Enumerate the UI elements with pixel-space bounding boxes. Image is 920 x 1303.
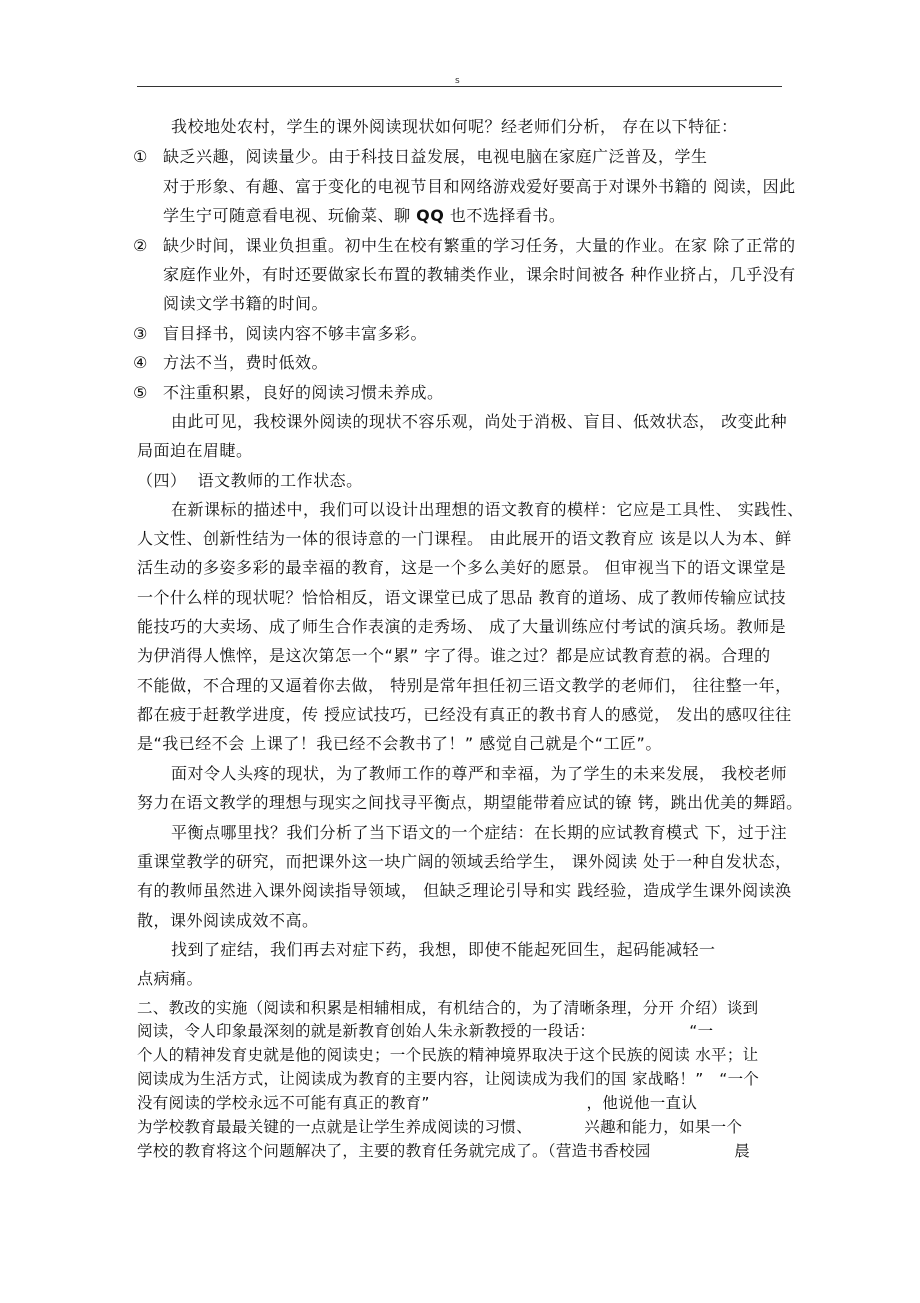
list-marker-2: ② (133, 236, 148, 255)
paragraph-line: 学校的教育将这个问题解决了，主要的教育任务就完成了。（营造书香校园 晨 (137, 1142, 751, 1160)
list-item-1-line: 学生宁可随意看电视、玩偷菜、聊 QQ 也不选择看书。 (163, 206, 566, 225)
list-item-3-line: 盲目择书，阅读内容不够丰富多彩。 (163, 324, 428, 343)
list-item-2-line: 缺少时间，课业负担重。初中生在校有繁重的学习任务，大量的作业。在家 除了正常的 (163, 236, 796, 255)
qq-text: QQ (416, 206, 445, 225)
section-heading: （四） 语文教师的工作状态。 (137, 471, 363, 490)
paragraph-line: 局面迫在眉睫。 (137, 441, 253, 460)
list-marker-4: ④ (133, 353, 148, 372)
paragraph-line: 面对令人头疼的现状，为了教师工作的尊严和幸福，为了学生的未来发展， 我校老师 (171, 764, 788, 783)
paragraph-line: 都在疲于赶教学进度，传 授应试技巧，已经没有真正的教书育人的感觉， 发出的感叹往往 (137, 705, 792, 724)
paragraph-line: 点病痛。 (137, 969, 204, 988)
paragraph-line: 重课堂教学的研究，而把课外这一块广阔的领域丢给学生， 课外阅读 处于一种自发状态， (137, 852, 792, 871)
paragraph-line: 阅读，令人印象最深刻的就是新教育创始人朱永新教授的一段话： “一 (137, 1022, 714, 1040)
paragraph-line: 我校地处农村，学生的课外阅读现状如何呢？经老师们分析， 存在以下特征： (171, 117, 738, 136)
list-marker-5: ⑤ (133, 383, 148, 402)
paragraph-line: 人文性、创新性结为一体的很诗意的一门课程。 由此展开的语文教育应 该是以人为本、鲜 (137, 529, 792, 548)
paragraph-line: 找到了症结，我们再去对症下药，我想，即使不能起死回生，起码能减轻一 (171, 940, 716, 959)
list-item-5-line: 不注重积累，良好的阅读习惯未养成。 (163, 383, 444, 402)
paragraph-line: 有的教师虽然进入课外阅读指导领域， 但缺乏理论引导和实 践经验，造成学生课外阅读涣 (137, 881, 792, 900)
paragraph-line: 阅读成为生活方式，让阅读成为教育的主要内容，让阅读成为我们的国 家战略！” “一个 (137, 1070, 760, 1088)
list-item-1-line: 对于形象、有趣、富于变化的电视节目和网络游戏爱好要高于对课外书籍的 阅读，因此 (163, 177, 796, 196)
paragraph-line: 努力在语文教学的理想与现实之间找寻平衡点，期望能带着应试的镣 铐，跳出优美的舞蹈。 (137, 793, 803, 812)
paragraph-line: 为伊消得人憔悴，是这次第怎一个“累” 字了得。谁之过？都是应试教育惹的祸。合理的 (137, 646, 771, 665)
paragraph-line: 没有阅读的学校永远不可能有真正的教育” ，他说他一直认 (137, 1094, 698, 1112)
paragraph-line: 在新课标的描述中，我们可以设计出理想的语文教育的模样：它应是工具性、 实践性、 (171, 500, 804, 519)
list-item-2-line: 阅读文学书籍的时间。 (163, 294, 329, 313)
paragraph-line: 为学校教育最最关键的一点就是让学生养成阅读的习惯、 兴趣和能力，如果一个 (137, 1118, 743, 1136)
paragraph-line: 是“我已经不会 上课了！我已经不会教书了！” 感觉自己就是个“工匠”。 (137, 734, 662, 753)
list-marker-1: ① (133, 147, 148, 166)
paragraph-line: 一个什么样的现状呢？恰恰相反，语文课堂已成了思品 教育的道场、成了教师传输应试技 (137, 588, 787, 607)
paragraph-line: 由此可见，我校课外阅读的现状不容乐观，尚处于消极、盲目、低效状态， 改变此种 (171, 412, 788, 431)
list-item-2-line: 家庭作业外，有时还要做家长布置的教辅类作业，课余时间被各 种作业挤占，几乎没有 (163, 265, 796, 284)
paragraph-line: 散，课外阅读成效不高。 (137, 911, 319, 930)
list-item-4-line: 方法不当，费时低效。 (163, 353, 329, 372)
list-item-1-line: 缺乏兴趣，阅读量少。由于科技日益发展，电视电脑在家庭广泛普及，学生 (163, 147, 708, 166)
list-marker-3: ③ (133, 324, 148, 343)
header-mark: s (455, 76, 460, 86)
paragraph-line: 不能做，不合理的又逼着你去做， 特别是常年担任初三语文教学的老师们， 往往整一年， (137, 676, 792, 695)
paragraph-line: 能技巧的大卖场、成了师生合作表演的走秀场、 成了大量训练应付考试的演兵场。教师是 (137, 617, 787, 636)
paragraph-line: 二、教改的实施（阅读和积累是相辅相成，有机结合的，为了清晰条理，分开 介绍）谈到 (137, 999, 759, 1017)
header-rule (137, 86, 782, 87)
paragraph-line: 活生动的多姿多彩的最幸福的教育，这是一个多么美好的愿景。 但审视当下的语文课堂是 (137, 558, 787, 577)
paragraph-line: 个人的精神发育史就是他的阅读史；一个民族的精神境界取决于这个民族的阅读 水平；让 (137, 1046, 759, 1064)
paragraph-line: 平衡点哪里找？我们分析了当下语文的一个症结：在长期的应试教育模式 下，过于注 (171, 823, 788, 842)
